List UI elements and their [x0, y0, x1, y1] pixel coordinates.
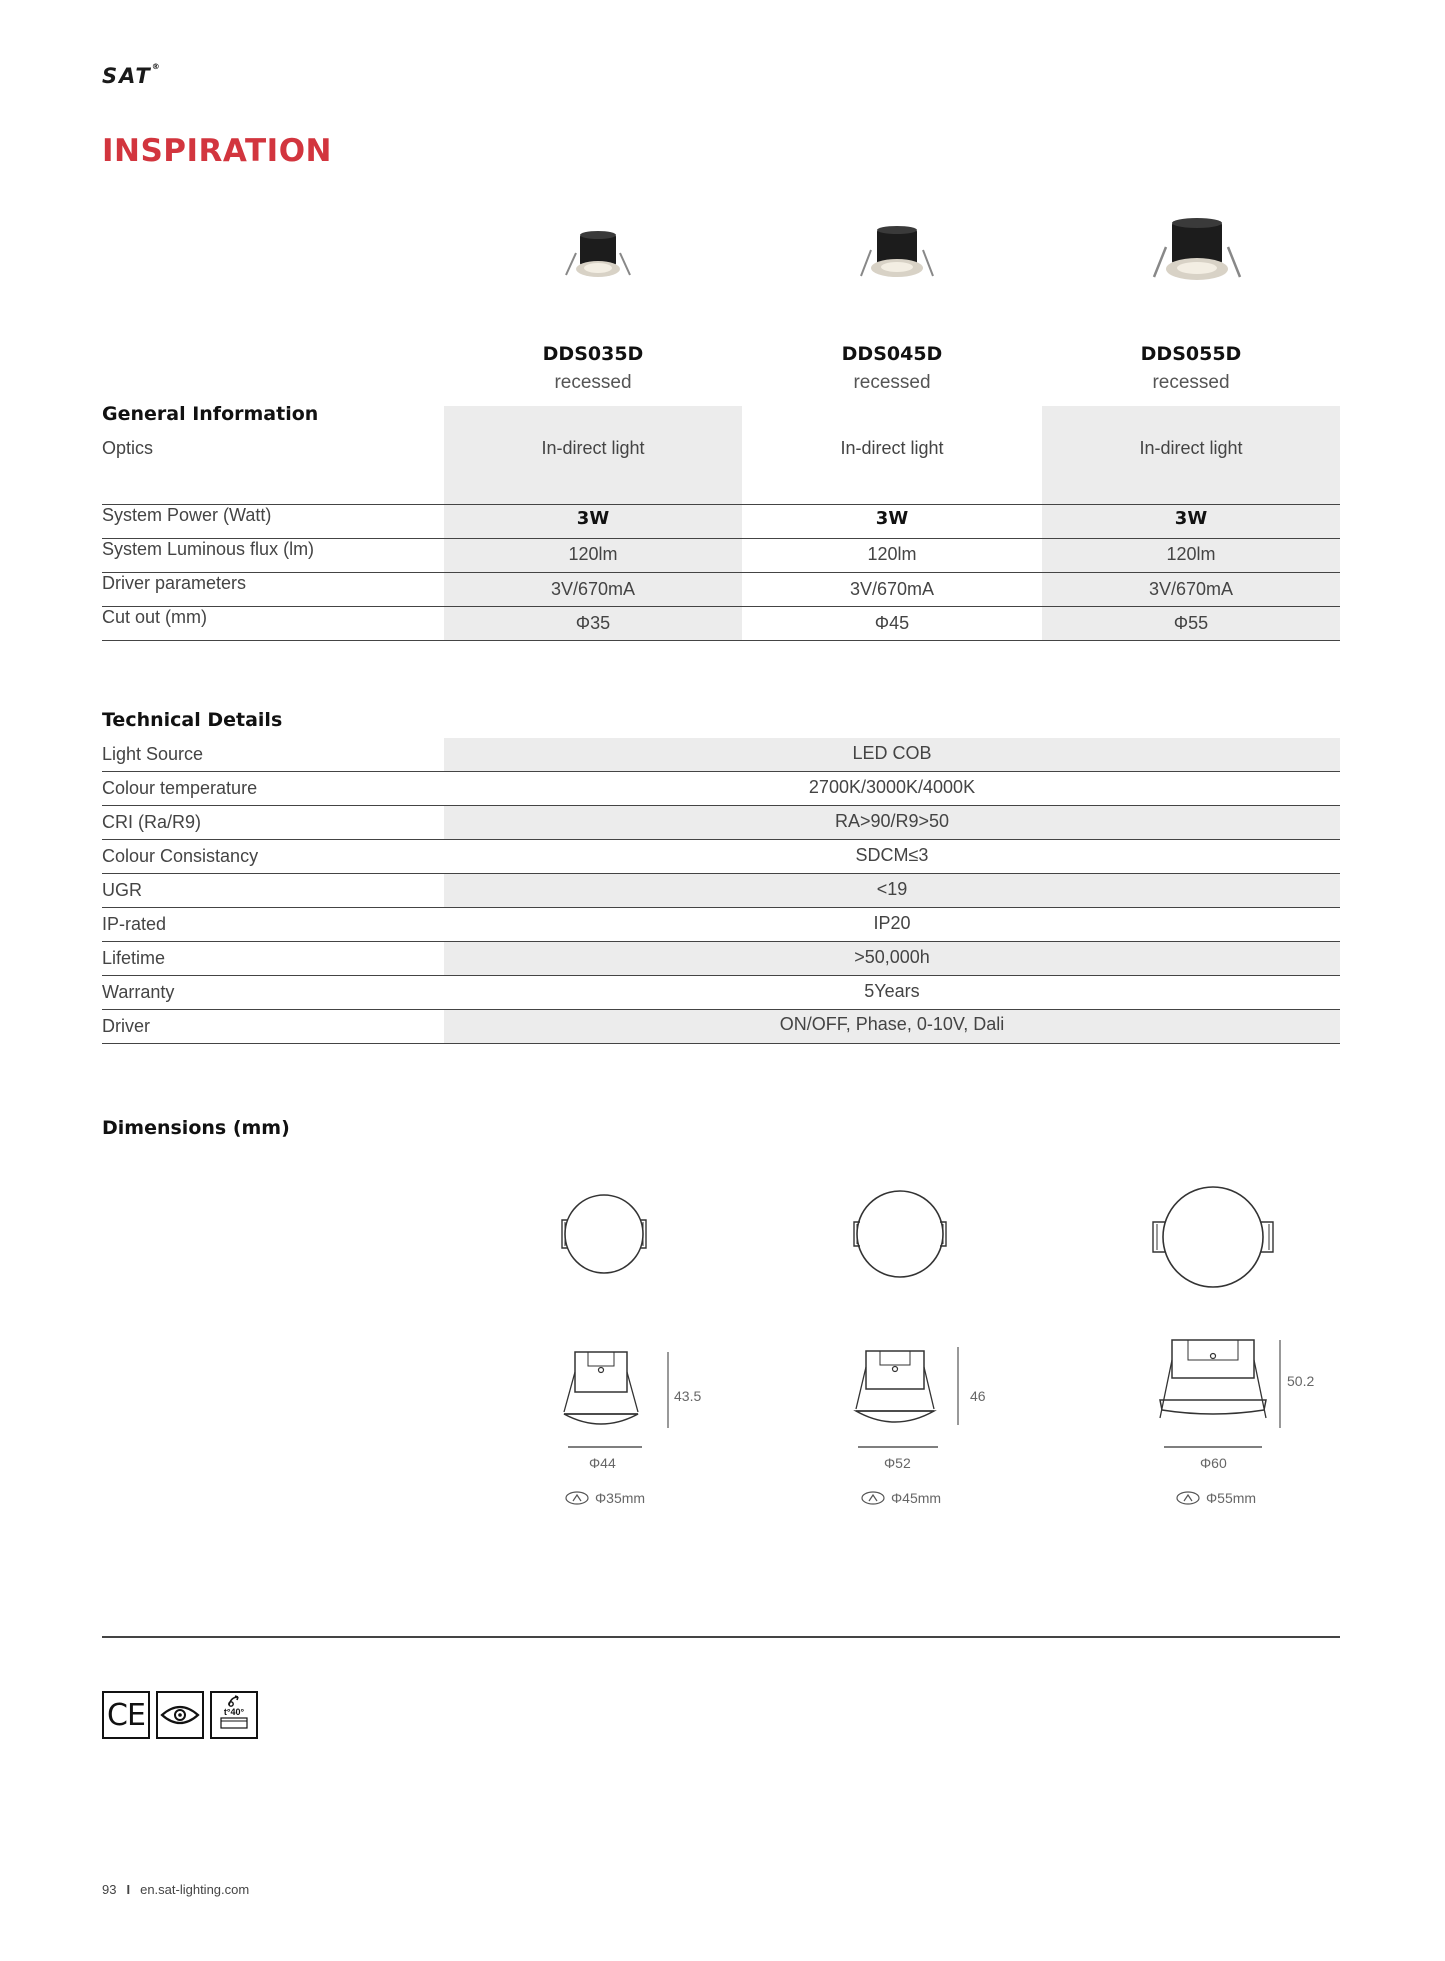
top-view-drawing-1 — [558, 1188, 650, 1280]
tech-value: <19 — [876, 879, 908, 899]
spec-value: In-direct light — [541, 438, 645, 458]
spec-label: Cut out (mm) — [102, 607, 208, 627]
page-title: INSPIRATION — [102, 133, 332, 169]
product-image-dds035d — [560, 225, 636, 287]
spec-value: 3V/670mA — [1148, 579, 1234, 599]
tech-row-warranty — [102, 976, 1340, 1010]
diameter-label-1: Φ44 — [589, 1455, 616, 1471]
spec-value: 120lm — [568, 544, 618, 564]
diameter-line-3 — [1164, 1445, 1262, 1449]
product-type: recessed — [853, 372, 931, 393]
spec-value: 3W — [875, 508, 909, 529]
eye-safety-icon — [156, 1691, 204, 1739]
tech-value: 2700K/3000K/4000K — [808, 777, 976, 797]
tech-row-colour-temperature — [102, 772, 1340, 806]
height-label-2: 46 — [970, 1388, 986, 1404]
cutout-label-3 — [1176, 1490, 1256, 1506]
spec-row-driver-params — [102, 573, 1340, 607]
tech-row-ip-rated — [102, 908, 1340, 942]
product-image-dds045d — [855, 220, 939, 288]
tech-row-light-source — [102, 738, 1340, 772]
tech-label: Colour temperature — [102, 778, 258, 798]
diameter-line-1 — [568, 1445, 642, 1449]
tech-label: CRI (Ra/R9) — [102, 812, 202, 832]
tech-row-cri — [102, 806, 1340, 840]
spec-label: System Power (Watt) — [102, 505, 272, 525]
tech-row-lifetime — [102, 942, 1340, 976]
footer-separator: I — [126, 1882, 131, 1897]
product-type: recessed — [1152, 372, 1230, 393]
spec-value: 120lm — [1166, 544, 1216, 564]
spec-label: System Luminous flux (lm) — [102, 539, 315, 559]
cutout-value: Φ45mm — [891, 1490, 942, 1506]
spec-label: Optics — [102, 438, 154, 458]
spec-label: Driver parameters — [102, 573, 247, 593]
spec-value: Φ45 — [874, 613, 910, 633]
brand-logo: SAT® — [102, 62, 162, 88]
tech-label: IP-rated — [102, 914, 167, 934]
tech-value: LED COB — [852, 743, 932, 763]
tech-label: Light Source — [102, 744, 204, 764]
top-view-drawing-3 — [1148, 1184, 1278, 1290]
height-label-3: 50.2 — [1287, 1373, 1315, 1389]
product-header-3 — [1042, 340, 1340, 398]
spec-value: 3V/670mA — [550, 579, 636, 599]
cutout-value: Φ55mm — [1206, 1490, 1257, 1506]
product-code: DDS055D — [1140, 343, 1242, 365]
height-label-1: 43.5 — [674, 1388, 702, 1404]
side-view-drawing-1 — [560, 1350, 678, 1436]
cutout-label-1 — [565, 1490, 645, 1506]
cutout-value: Φ35mm — [595, 1490, 646, 1506]
spec-value: In-direct light — [840, 438, 944, 458]
cutout-label-2 — [861, 1490, 941, 1506]
spec-value: 120lm — [867, 544, 917, 564]
tech-value: SDCM≤3 — [855, 845, 929, 865]
tech-value: >50,000h — [854, 947, 930, 967]
tech-label: Lifetime — [102, 948, 166, 968]
cutout-icon — [1176, 1491, 1200, 1505]
tech-value: ON/OFF, Phase, 0-10V, Dali — [779, 1014, 1005, 1034]
diameter-line-2 — [858, 1445, 938, 1449]
tech-label: Colour Consistancy — [102, 846, 259, 866]
product-header-1 — [444, 340, 742, 398]
website-link[interactable]: en.sat-lighting.com — [140, 1882, 250, 1897]
diameter-label-3: Φ60 — [1200, 1455, 1227, 1471]
tech-label: Driver — [102, 1016, 150, 1036]
general-information-title: General Information — [102, 403, 319, 425]
tech-row-colour-consistancy — [102, 840, 1340, 874]
spec-value: 3W — [576, 508, 610, 529]
spec-row-optics — [102, 428, 1340, 505]
page-number: 93 — [102, 1882, 117, 1897]
tech-row-ugr — [102, 874, 1340, 908]
product-code: DDS035D — [542, 343, 644, 365]
spec-row-power — [102, 505, 1340, 539]
technical-details-title: Technical Details — [102, 709, 283, 731]
page-footer — [102, 1882, 249, 1897]
product-code: DDS045D — [841, 343, 943, 365]
tech-label: Warranty — [102, 982, 175, 1002]
spec-value: 3W — [1174, 508, 1208, 529]
spec-value: Φ35 — [575, 613, 611, 633]
dimensions-title: Dimensions (mm) — [102, 1117, 290, 1139]
side-view-drawing-3 — [1148, 1336, 1288, 1436]
spec-value: In-direct light — [1139, 438, 1243, 458]
ce-mark-icon: CE — [102, 1691, 150, 1739]
cutout-icon — [861, 1491, 885, 1505]
product-header-2 — [743, 340, 1041, 398]
tech-row-driver — [102, 1010, 1340, 1044]
tech-label: UGR — [102, 880, 142, 900]
spec-value: Φ55 — [1173, 613, 1209, 633]
tech-value: RA>90/R9>50 — [834, 811, 950, 831]
top-view-drawing-2 — [850, 1188, 950, 1280]
footer-divider — [102, 1636, 1340, 1638]
product-image-dds055d — [1148, 213, 1246, 293]
diameter-label-2: Φ52 — [884, 1455, 911, 1471]
spec-row-flux — [102, 539, 1340, 573]
side-view-drawing-2 — [852, 1347, 962, 1433]
tech-value: IP20 — [873, 913, 911, 933]
cutout-icon — [565, 1491, 589, 1505]
ambient-temperature-icon: t°40° — [210, 1691, 258, 1739]
product-type: recessed — [554, 372, 632, 393]
tech-value: 5Years — [864, 981, 920, 1001]
spec-value: 3V/670mA — [849, 579, 935, 599]
spec-row-cutout — [102, 607, 1340, 641]
